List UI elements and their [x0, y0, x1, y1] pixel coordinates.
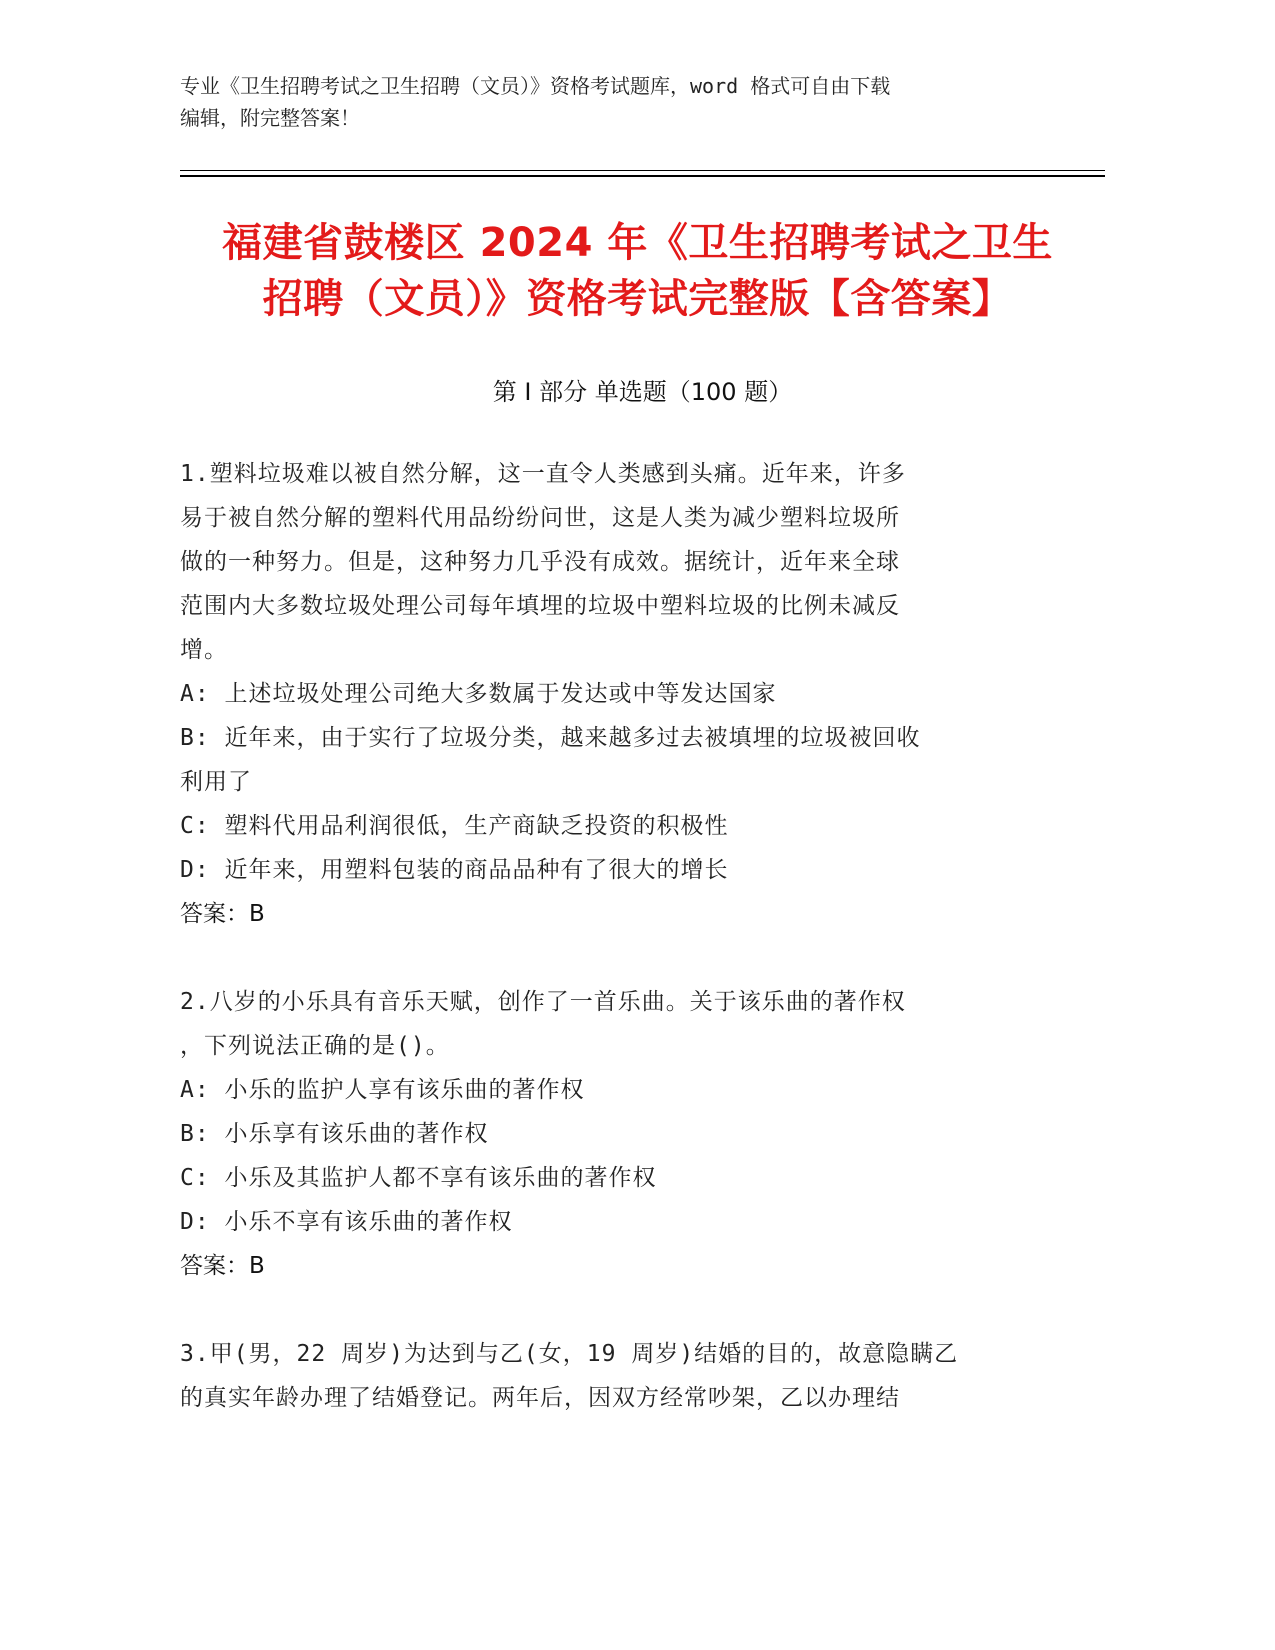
- title-line: 福建省鼓楼区 2024 年《卫生招聘考试之卫生: [222, 220, 1053, 266]
- question-item: [180, 1332, 1110, 1420]
- header-rule-top: [180, 170, 1105, 171]
- option-a: A: 小乐的监护人享有该乐曲的著作权: [180, 1077, 585, 1103]
- question-stem-line: 做的一种努力。但是，这种努力几乎没有成效。据统计，近年来全球: [180, 549, 900, 575]
- question-stem-line: 易于被自然分解的塑料代用品纷纷问世，这是人类为减少塑料垃圾所: [180, 505, 900, 531]
- question-spacer: [180, 936, 1110, 980]
- question-list: [180, 452, 1110, 1420]
- section-heading: 第 I 部分 单选题（100 题）: [492, 378, 793, 406]
- header-note-line: 编辑，附完整答案！: [180, 106, 360, 130]
- answer-line: 答案：B: [180, 901, 265, 927]
- option-d: D: 小乐不享有该乐曲的著作权: [180, 1209, 513, 1235]
- question-stem-line: 3.甲(男，22 周岁)为达到与乙(女，19 周岁)结婚的目的，故意隐瞒乙: [180, 1341, 959, 1367]
- option-b-continued: 利用了: [180, 769, 252, 795]
- question-item: [180, 980, 1110, 1288]
- answer-line: 答案：B: [180, 1253, 265, 1279]
- option-b: B: 小乐享有该乐曲的著作权: [180, 1121, 489, 1147]
- question-stem-line: 范围内大多数垃圾处理公司每年填埋的垃圾中塑料垃圾的比例未减反: [180, 593, 900, 619]
- option-a: A: 上述垃圾处理公司绝大多数属于发达或中等发达国家: [180, 681, 777, 707]
- header-note: [180, 70, 1100, 134]
- option-c: C: 塑料代用品利润很低，生产商缺乏投资的积极性: [180, 813, 729, 839]
- question-stem-line: 2.八岁的小乐具有音乐天赋，创作了一首乐曲。关于该乐曲的著作权: [180, 989, 906, 1015]
- option-c: C: 小乐及其监护人都不享有该乐曲的著作权: [180, 1165, 657, 1191]
- header-note-line: 专业《卫生招聘考试之卫生招聘（文员）》资格考试题库，word 格式可自由下载: [180, 74, 891, 98]
- question-stem-line: 增。: [180, 637, 228, 663]
- header-rule-bottom: [180, 175, 1105, 177]
- question-item: [180, 452, 1110, 936]
- question-stem-line: 的真实年龄办理了结婚登记。两年后，因双方经常吵架，乙以办理结: [180, 1385, 900, 1411]
- option-b: B: 近年来，由于实行了垃圾分类，越来越多过去被填埋的垃圾被回收: [180, 725, 921, 751]
- question-stem-line: 1.塑料垃圾难以被自然分解，这一直令人类感到头痛。近年来，许多: [180, 461, 906, 487]
- question-spacer: [180, 1288, 1110, 1332]
- title-line: 招聘（文员）》资格考试完整版【含答案】: [262, 276, 1013, 322]
- question-stem-line: ，下列说法正确的是()。: [180, 1033, 450, 1059]
- option-d: D: 近年来，用塑料包装的商品品种有了很大的增长: [180, 857, 729, 883]
- page-title: [140, 215, 1135, 327]
